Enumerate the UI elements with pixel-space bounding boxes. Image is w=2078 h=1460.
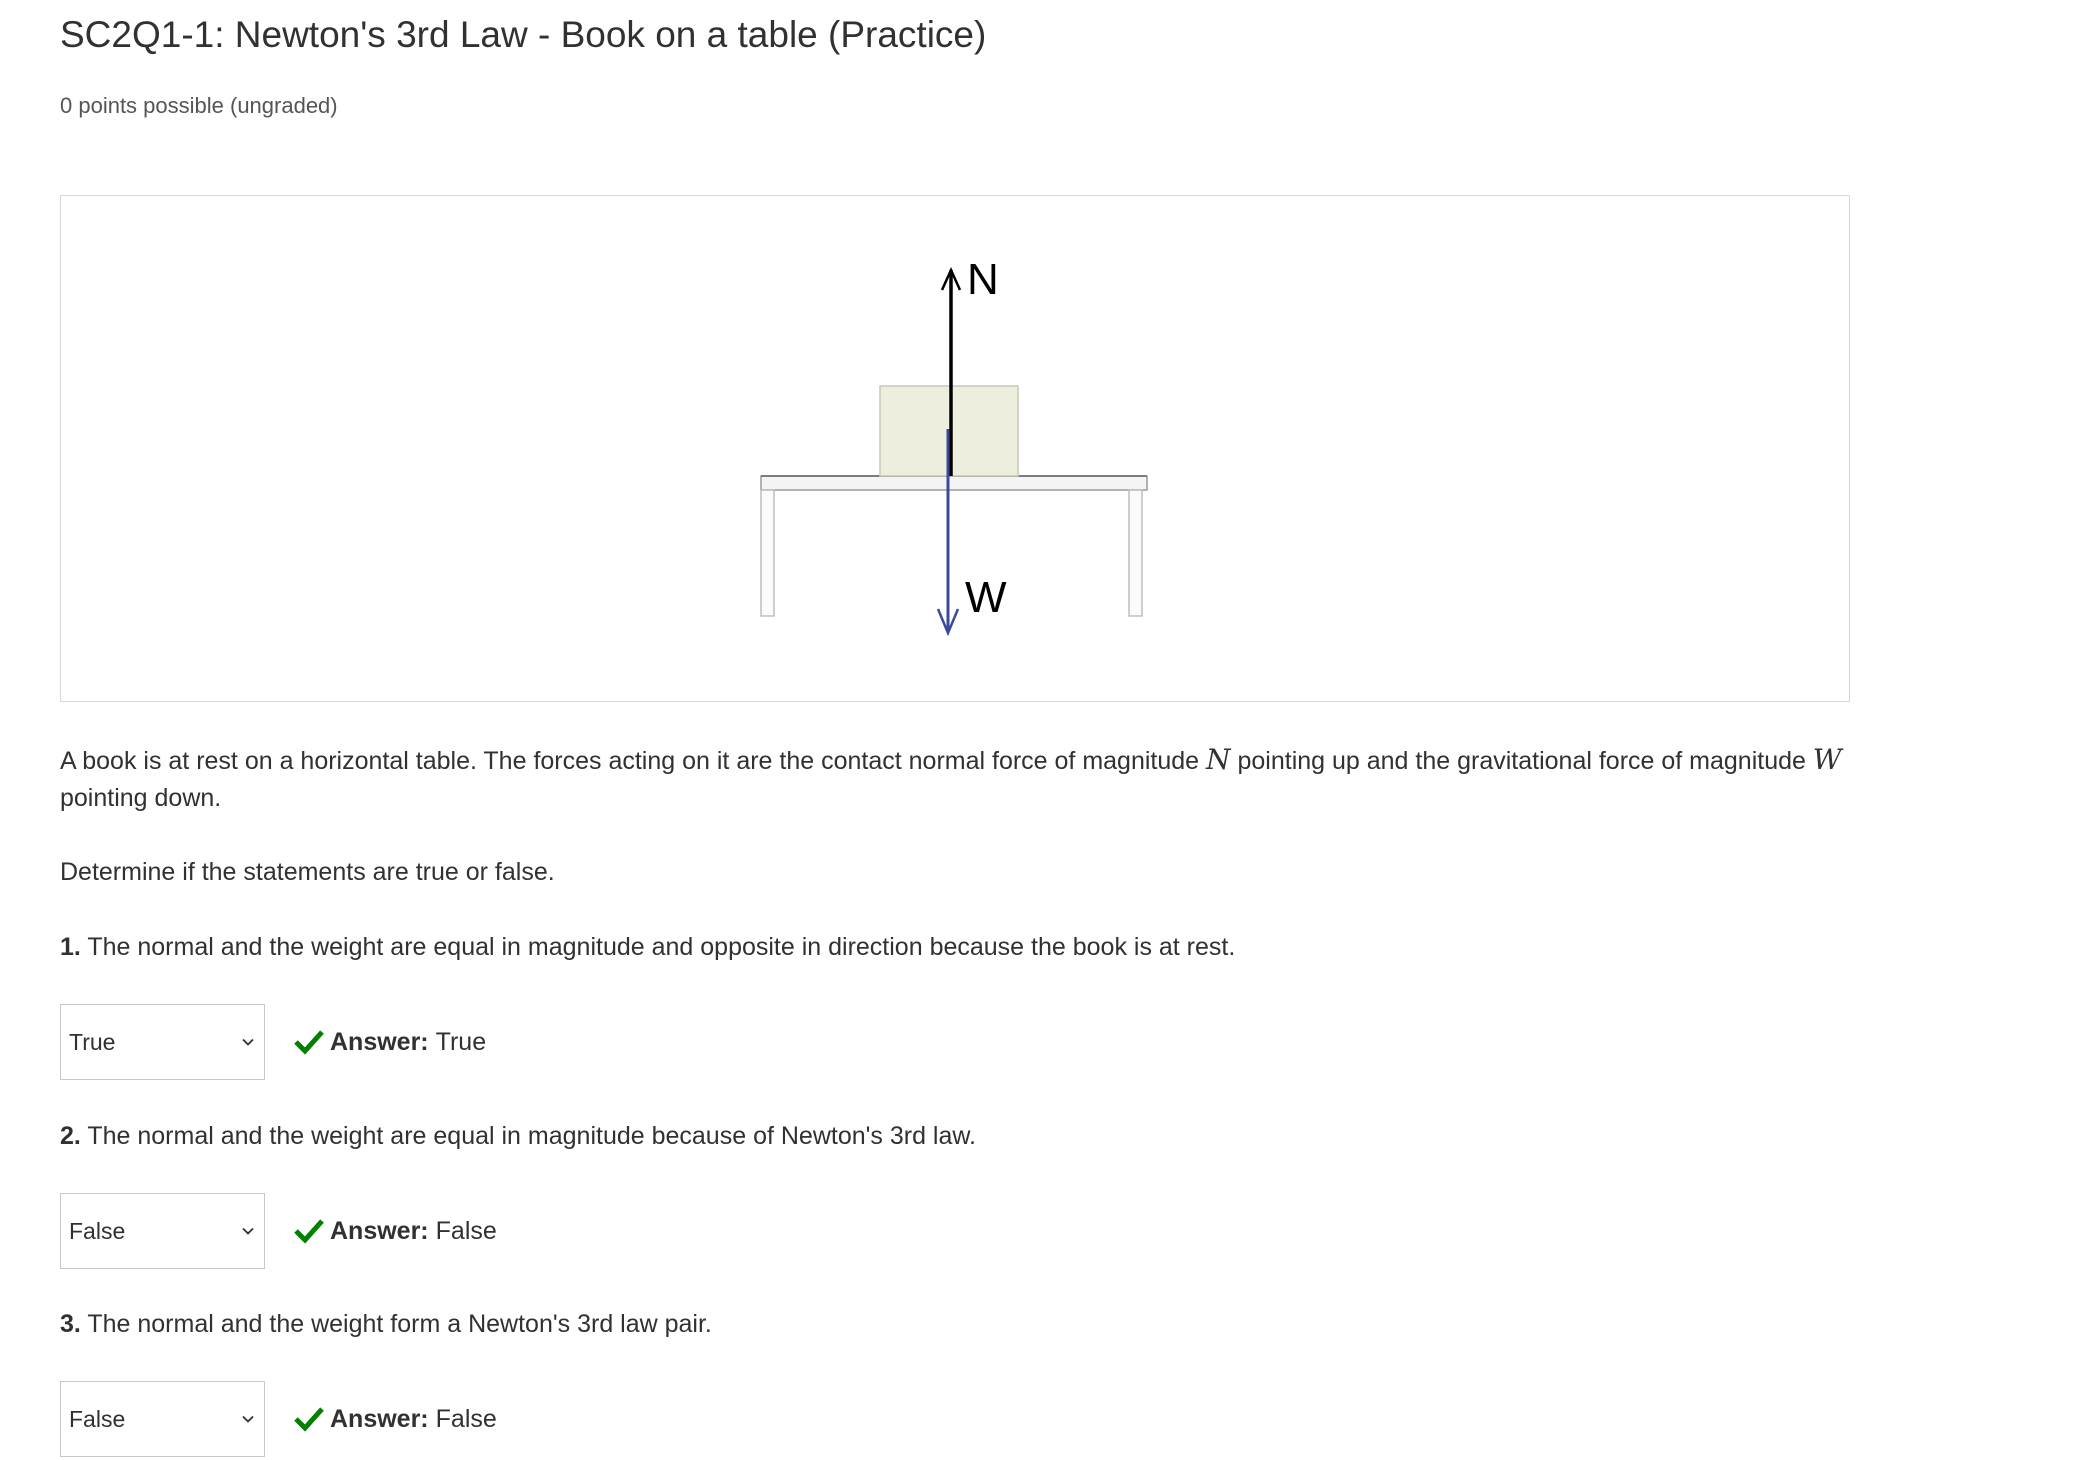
description-text-3: pointing down. xyxy=(60,784,222,812)
force-diagram-svg xyxy=(61,196,1851,703)
instruction: Determine if the statements are true or false. xyxy=(60,858,555,886)
answer-select-2[interactable] xyxy=(60,1193,265,1269)
table-top xyxy=(761,476,1147,490)
chevron-down-icon xyxy=(241,1035,255,1049)
answer-row-1 xyxy=(60,1004,486,1080)
chevron-down-icon xyxy=(241,1224,255,1238)
question-3 xyxy=(60,1306,1860,1343)
normal-force-label: N xyxy=(967,255,999,304)
question-number: 2. xyxy=(60,1122,81,1150)
answer-label: Answer: xyxy=(330,1027,429,1056)
question-number: 3. xyxy=(60,1310,81,1338)
selected-value: False xyxy=(69,1405,126,1432)
question-2 xyxy=(60,1118,1860,1155)
description-text-2: pointing up and the gravitational force of magnitude xyxy=(1230,747,1813,775)
feedback-2 xyxy=(294,1217,497,1246)
feedback-3 xyxy=(294,1405,497,1434)
table-leg-left xyxy=(761,490,774,616)
symbol-w: W xyxy=(1812,743,1842,776)
question-text: The normal and the weight form a Newton's 3rd law pair. xyxy=(80,1310,712,1338)
answer-select-1[interactable] xyxy=(60,1004,265,1080)
chevron-down-icon xyxy=(241,1412,255,1426)
checkmark-icon xyxy=(294,1029,324,1055)
selected-value: True xyxy=(69,1028,116,1055)
problem-title: SC2Q1-1: Newton's 3rd Law - Book on a table (Practice) xyxy=(60,14,987,55)
force-diagram xyxy=(60,195,1850,702)
weight-force-label: W xyxy=(965,573,1007,622)
symbol-n: N xyxy=(1206,743,1231,776)
points-possible: 0 points possible (ungraded) xyxy=(60,93,338,118)
answer-value: True xyxy=(435,1027,487,1056)
question-number: 1. xyxy=(60,933,81,961)
question-text: The normal and the weight are equal in magnitude and opposite in direction because the book is at rest. xyxy=(80,933,1236,961)
question-1 xyxy=(60,929,1860,966)
answer-label: Answer: xyxy=(330,1404,429,1433)
feedback-1 xyxy=(294,1028,486,1057)
checkmark-icon xyxy=(294,1406,324,1432)
question-text: The normal and the weight are equal in magnitude because of Newton's 3rd law. xyxy=(80,1122,977,1150)
answer-value: False xyxy=(435,1404,497,1433)
answer-row-3 xyxy=(60,1381,497,1457)
answer-select-3[interactable] xyxy=(60,1381,265,1457)
answer-value: False xyxy=(435,1216,497,1245)
description-text-1: A book is at rest on a horizontal table. The forces acting on it are the contact normal force of magnitude xyxy=(60,747,1207,775)
selected-value: False xyxy=(69,1217,126,1244)
table-leg-right xyxy=(1129,490,1142,616)
answer-row-2 xyxy=(60,1193,497,1269)
answer-label: Answer: xyxy=(330,1216,429,1245)
checkmark-icon xyxy=(294,1218,324,1244)
problem-description xyxy=(60,741,1860,817)
